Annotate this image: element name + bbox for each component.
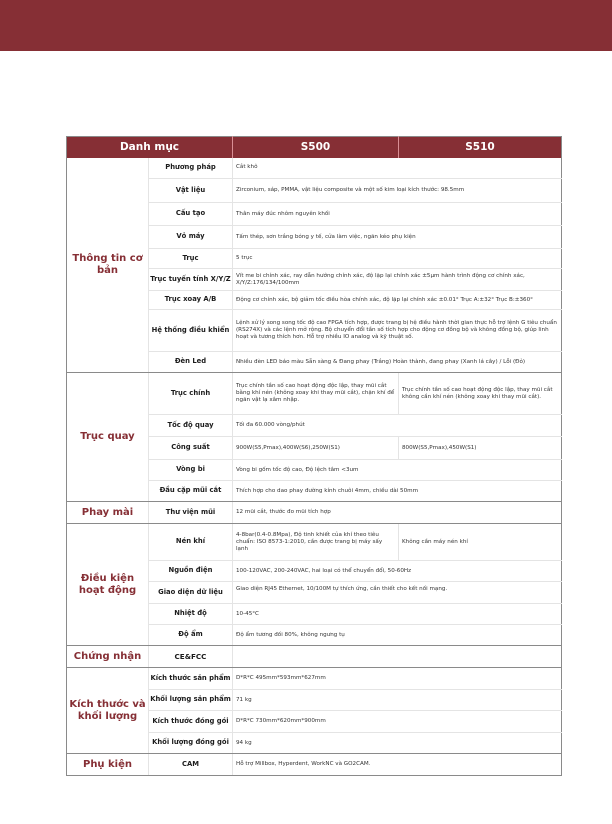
- row-label: Khối lượng đóng gói: [149, 733, 233, 754]
- row-label: Trục: [149, 249, 233, 269]
- header-model-s510: S510: [399, 137, 562, 158]
- table-row: [67, 373, 562, 415]
- row-label: Cấu tạo: [149, 203, 233, 226]
- group-certification: Chứng nhận: [67, 646, 149, 668]
- row-value: Zirconium, sáp, PMMA, vật liệu composite và một số kim loại kích thước: 98.5mm: [233, 179, 562, 203]
- group-spindle: Trục quay: [67, 373, 149, 502]
- row-label: Vòng bi: [149, 460, 233, 481]
- row-label: Nhiệt độ: [149, 604, 233, 625]
- row-value: Thích hợp cho dao phay đường kính chuôi 4mm, chiều dài 50mm: [233, 481, 562, 502]
- row-label: Trục xoay A/B: [149, 291, 233, 310]
- table-row: [67, 158, 562, 179]
- table-header: [67, 137, 562, 158]
- row-label: Khối lượng sản phẩm: [149, 690, 233, 711]
- row-value: Hỗ trợ Millbox, Hyperdent, WorkNC và GO2CAM.: [233, 754, 562, 776]
- row-value-s500: 900W(S5,Pmax),400W(S6),250W(S1): [233, 437, 399, 460]
- row-value: Tối đa 60.000 vòng/phút: [233, 415, 562, 437]
- row-value: 5 trục: [233, 249, 562, 269]
- row-value: Thân máy đúc nhôm nguyên khối: [233, 203, 562, 226]
- row-label: Trục tuyến tính X/Y/Z: [149, 269, 233, 291]
- empty-cell: [233, 646, 562, 668]
- row-value: 94 kg: [233, 733, 562, 754]
- row-label: Độ ẩm: [149, 625, 233, 646]
- row-value-s500: 4-8bar(0.4-0.8Mpa), Độ tinh khiết của khí theo tiêu chuẩn: ISO 8573-1:2010, cần được trang bị máy sấy lạnh: [233, 524, 399, 561]
- row-value: Động cơ chính xác, bộ giảm tốc điều hòa chính xác, độ lặp lại chính xác ±0.01° Trục A:±32° Trục B:±360°: [233, 291, 562, 310]
- row-label: Trục chính: [149, 373, 233, 415]
- row-label: Kích thước sản phẩm: [149, 668, 233, 690]
- row-value-s510: 800W(S5,Pmax),450W(S1): [399, 437, 562, 460]
- row-label: Giao diện dữ liệu: [149, 582, 233, 604]
- row-value: 12 mũi cắt, thước đo mũi tích hợp: [233, 502, 562, 524]
- group-basic: Thông tin cơ bản: [67, 158, 149, 373]
- table-row: [67, 668, 562, 690]
- row-value-s500: Trục chính tần số cao hoạt động độc lập, thay mũi cắt bằng khí nén (không xoay khi thay mũi cắt), chặn khí để ngăn vật lạ xâm nhập.: [233, 373, 399, 415]
- header-category: Danh mục: [67, 137, 233, 158]
- row-value: Lệnh xử lý song song tốc độ cao FPGA tích hợp, được trang bị hệ điều hành thời gian thực hỗ trợ lệnh G tiêu chuẩn (RS274X) và các lệnh mở rộng. Bộ chuyển đổi tần số tích hợp cho động cơ đồng bộ và không đồng bộ, giúp linh hoạt và tương thích hơn. Hỗ trợ nhiều IO analog và kỹ thuật số.: [233, 310, 562, 352]
- row-value: Vít me bi chính xác, ray dẫn hướng chính xác, độ lặp lại chính xác ±5μm hành trình động cơ chính xác, X/Y/Z:176/134/100mm: [233, 269, 562, 291]
- row-value: Tấm thép, sơn trắng bóng y tế, cửa làm việc, ngăn kéo phụ kiện: [233, 226, 562, 249]
- row-label: Nguồn điện: [149, 561, 233, 582]
- group-accessories: Phụ kiện: [67, 754, 149, 776]
- group-dimensions: Kích thước và khối lượng: [67, 668, 149, 754]
- table-row: [67, 524, 562, 561]
- row-label: Thư viện mũi: [149, 502, 233, 524]
- row-label: Công suất: [149, 437, 233, 460]
- row-label: Đầu cặp mũi cắt: [149, 481, 233, 502]
- group-operating: Điều kiện hoạt động: [67, 524, 149, 646]
- row-value: 10-45°C: [233, 604, 562, 625]
- row-label: Kích thước đóng gói: [149, 711, 233, 733]
- certification-value: CE&FCC: [149, 646, 233, 668]
- top-banner: [0, 0, 612, 51]
- row-label: Vật liệu: [149, 179, 233, 203]
- table-row: [67, 754, 562, 776]
- row-value: Độ ẩm tương đối 80%, không ngưng tụ: [233, 625, 562, 646]
- row-label: Tốc độ quay: [149, 415, 233, 437]
- header-model-s500: S500: [233, 137, 399, 158]
- row-label: Hệ thống điều khiển: [149, 310, 233, 352]
- row-label: CAM: [149, 754, 233, 776]
- row-label: Vỏ máy: [149, 226, 233, 249]
- row-value: Vòng bi gốm tốc độ cao, Độ lệch tâm <3um: [233, 460, 562, 481]
- row-value: Nhiều đèn LED báo màu Sẵn sàng & Đang phay (Trắng) Hoàn thành, đang phay (Xanh lá cây) / Lỗi (Đỏ): [233, 352, 562, 373]
- row-value: 100-120VAC, 200-240VAC, hai loại có thể chuyển đổi, 50-60Hz: [233, 561, 562, 582]
- row-value-s510: Không cần máy nén khí: [399, 524, 562, 561]
- row-label: Nén khí: [149, 524, 233, 561]
- row-value: D*R*C 495mm*593mm*627mm: [233, 668, 562, 690]
- row-label: Đèn Led: [149, 352, 233, 373]
- table-row: [67, 502, 562, 524]
- row-value: Cắt khô: [233, 158, 562, 179]
- row-value-s510: Trục chính tần số cao hoạt động độc lập, thay mũi cắt không cần khí nén (không xoay khi thay mũi cắt).: [399, 373, 562, 415]
- group-milling: Phay mài: [67, 502, 149, 524]
- row-value: D*R*C 730mm*620mm*900mm: [233, 711, 562, 733]
- spec-table: [66, 136, 562, 776]
- row-value: 71 kg: [233, 690, 562, 711]
- table-row: [67, 646, 562, 668]
- row-value: Giao diện RJ45 Ethernet, 10/100M tự thích ứng, cần thiết cho kết nối mạng.: [233, 582, 562, 604]
- row-label: Phương pháp: [149, 158, 233, 179]
